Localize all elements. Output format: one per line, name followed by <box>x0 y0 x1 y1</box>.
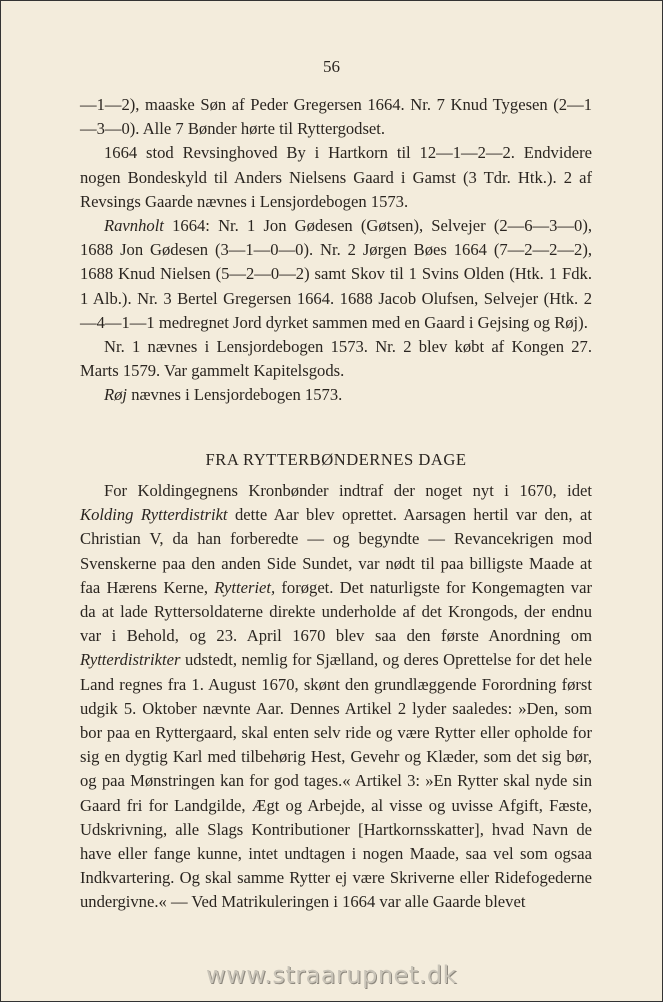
italic-run: Kolding Rytterdistrikt <box>80 505 228 525</box>
paragraph-text: nævnes i Lensjordebogen 1573. <box>127 385 343 405</box>
text-run: For Koldingegnens Kronbønder indtraf der noget nyt i 1670, idet <box>104 481 592 500</box>
text-block-section <box>80 479 592 915</box>
paragraph-3 <box>80 214 592 335</box>
paragraph-text: 1664: Nr. 1 Jon Gødesen (Gøtsen), Selvejer (2—6—3—0), 1688 Jon Gødesen (3—1—0—0). Nr. 2 Jørgen Bøes 1664 (7—2—2—2), 1688 Knud Nielsen (5—2—0—2) samt Skov til 1 Svins Olden (Htk. 1 Fdk. 1 Alb.). Nr. 3 Bertel Gregersen 1664. 1688 Jacob Olufsen, Selvejer (Htk. 2—4—1—1 medregnet Jord dyrket sammen med en Gaard i Gejsing og Røj). <box>80 216 592 332</box>
text-run: udstedt, nemlig for Sjælland, og deres Oprettelse for det hele Land regnes fra 1. August 1670, skønt den grundlæggende Forordning først udgik 5. Oktober nævnte Aar. Dennes Artikel 2 lyder saaledes: »Den, som bor paa en Ryttergaard, skal enten selv ride og være Rytter eller opholde for sig en dygtig Karl med tilbehørig Hest, Gevehr og Klæder, som det sig bør, og paa Mønstringen kan for god tages.« Artikel 3: »En Rytter skal nyde sin Gaard fri for Landgilde, Ægt og Arbejde, al visse og uvisse Afgift, Fæste, Udskrivning, alle Slags Kontributioner [Hartkornsskatter], hvad Navn de have eller fange kunne, intet undtagen i nogen Maade, saa vel som ogsaa Indkvartering. Og skal samme Rytter ej være Skriverne eller Ridefogederne undergivne.« — Ved Matrikuleringen i 1664 var alle Gaarde blevet <box>80 650 592 912</box>
italic-run: Rytteriet, <box>214 577 276 597</box>
text-run: forøget. Det naturligste for Kongemagten var da at lade Ryttersoldaterne direkte underholde af det Krongods, der endnu var i Behold, og 23. April 1670 blev saa den første Anordning om <box>80 577 592 646</box>
italic-run: Rytterdistrikter <box>80 650 181 670</box>
section-heading: FRA RYTTERBØNDERNES DAGE <box>205 450 467 469</box>
paragraph-2: 1664 stod Revsinghoved By i Hartkorn til 12—1—2—2. Endvidere nogen Bondeskyld til Anders Nielsens Gaard i Gamst (3 Tdr. Htk.). 2 af Revsings Gaarde nævnes i Lensjordebogen 1573. <box>80 143 592 211</box>
paragraph-1: —1—2), maaske Søn af Peder Gregersen 1664. Nr. 7 Knud Tygesen (2—1—3—0). Alle 7 Bønder hørte til Ryttergodset. <box>80 95 592 139</box>
paragraph-4: Nr. 1 nævnes i Lensjordebogen 1573. Nr. 2 blev købt af Kongen 27. Marts 1579. Var gammelt Kapitelsgods. <box>80 337 592 381</box>
page-number: 56 <box>323 57 340 76</box>
italic-lead: Ravnholt <box>104 216 164 236</box>
paragraph-5 <box>80 383 592 407</box>
text-run: dette Aar blev oprettet. Aarsagen hertil var den, at Christian V, da han forberedte — og begyndte — Revancekrigen mod Svenskerne paa den anden Side Sundet, var nødt til paa billigste Maade at faa Hærens Kerne, <box>80 505 592 597</box>
watermark: www.straarupnet.dk <box>206 961 457 989</box>
section-paragraph <box>80 479 592 915</box>
italic-lead: Røj <box>104 385 128 405</box>
text-block-top <box>80 93 592 408</box>
